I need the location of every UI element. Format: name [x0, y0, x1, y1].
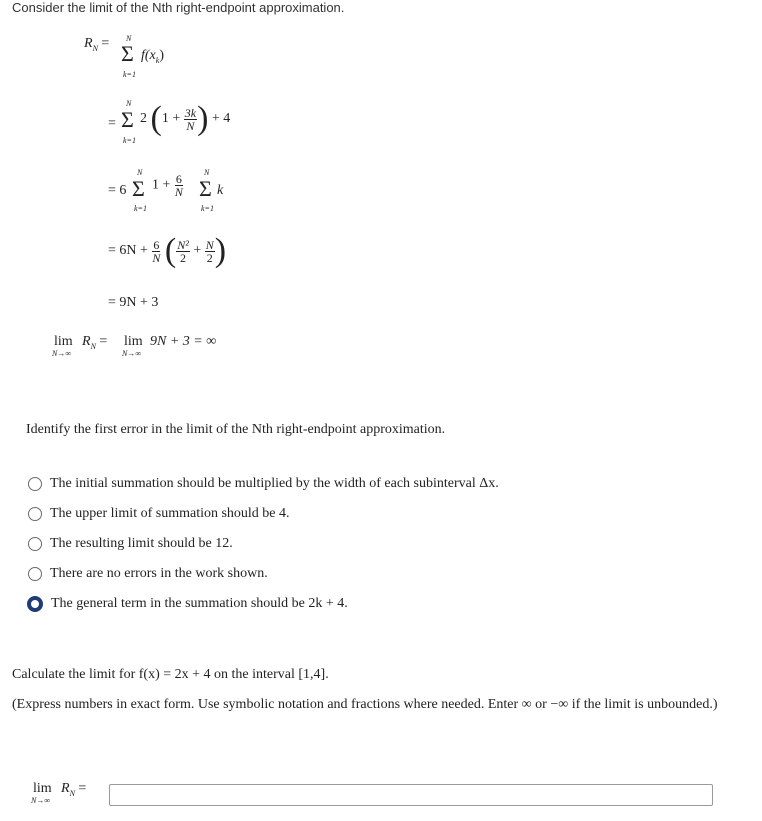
- limit-eq: =: [99, 334, 108, 349]
- answer-eq: =: [78, 781, 87, 796]
- options-list: [27, 469, 499, 619]
- answer-r-symbol: R: [61, 781, 70, 796]
- line4-frac-den: N: [152, 250, 161, 265]
- option-3[interactable]: [27, 559, 499, 589]
- limit-r: [82, 334, 107, 351]
- limit-lim: lim: [54, 334, 73, 349]
- line3-sum2-upper: N: [204, 168, 210, 177]
- limit-r-sub: N: [90, 341, 96, 351]
- line2-summation-sign: Σ: [121, 107, 134, 132]
- line4-b-num: N: [205, 237, 214, 252]
- line2-one: 1 +: [161, 111, 181, 126]
- term-close: ): [159, 48, 164, 63]
- line4-fraction: [151, 239, 161, 264]
- limit-lim2: lim: [124, 334, 143, 349]
- line4-frac-num: 6: [153, 237, 160, 252]
- line4-a-num: N²: [177, 237, 189, 252]
- sum-lower-limit: k=1: [123, 70, 136, 79]
- summation-sign: Σ: [121, 41, 134, 66]
- line2-tail: + 4: [211, 111, 231, 126]
- option-label: The initial summation should be multiplied by the width of each subinterval Δx.: [50, 476, 499, 491]
- r-subscript: N: [92, 43, 98, 53]
- left-paren: (: [150, 100, 162, 137]
- line4-plus: +: [193, 243, 202, 258]
- line4-body: [108, 232, 227, 269]
- line3-frac-den: N: [174, 185, 183, 199]
- line2-equals: =: [108, 116, 116, 131]
- line4-a-den: 2: [180, 250, 187, 265]
- header-prompt: Consider the limit of the Nth right-endpoint approximation.: [12, 0, 345, 15]
- limit-lim-sub: N→∞: [52, 349, 72, 358]
- option-4[interactable]: [27, 589, 499, 619]
- option-label: The upper limit of summation should be 4.: [50, 506, 290, 521]
- limit-rhs: 9N + 3 = ∞: [150, 334, 217, 349]
- radio-button[interactable]: [28, 507, 42, 521]
- calc-instructions: (Express numbers in exact form. Use symbolic notation and fractions where needed. Enter ∞ or −∞ if the limit is unbounded.): [12, 697, 718, 712]
- sum-upper-limit: N: [126, 34, 132, 43]
- radio-button[interactable]: [28, 537, 42, 551]
- r-symbol: R: [84, 36, 93, 51]
- answer-r: [61, 781, 86, 798]
- option-label: The resulting limit should be 12.: [50, 536, 233, 551]
- term-subscript: k: [155, 55, 160, 65]
- line4-frac-a: [176, 239, 190, 264]
- line3-sum1-upper: N: [137, 168, 143, 177]
- line4-b-den: 2: [206, 250, 213, 265]
- line3-sum2-lower: k=1: [201, 204, 214, 213]
- equals-sign: =: [101, 36, 110, 51]
- line2-body: [140, 100, 231, 137]
- limit-r-symbol: R: [82, 334, 91, 349]
- line2-frac-den: N: [186, 118, 195, 133]
- line4-left-paren: (: [164, 232, 177, 269]
- line2-coef: 2: [140, 111, 147, 126]
- right-paren: ): [197, 100, 209, 137]
- line3-body: [152, 173, 184, 198]
- line3-summation-sign-1: Σ: [132, 176, 145, 201]
- option-label: The general term in the summation should be 2k + 4.: [51, 596, 348, 611]
- line4-eq: = 6N +: [108, 243, 148, 258]
- radio-button[interactable]: [28, 567, 42, 581]
- radio-button[interactable]: [28, 477, 42, 491]
- answer-lim: lim: [33, 781, 52, 796]
- line3-k: k: [217, 183, 224, 198]
- derivation-line-1: [84, 36, 109, 53]
- line3-fraction: [174, 173, 184, 198]
- radio-selected[interactable]: [27, 596, 43, 612]
- line2-frac-num: 3k: [184, 105, 197, 120]
- answer-input[interactable]: [109, 784, 713, 806]
- calc-prompt: Calculate the limit for f(x) = 2x + 4 on the interval [1,4].: [12, 667, 329, 682]
- line3-summation-sign-2: Σ: [199, 176, 212, 201]
- answer-r-sub: N: [69, 788, 75, 798]
- option-1[interactable]: [27, 499, 499, 529]
- option-label: There are no errors in the work shown.: [50, 566, 268, 581]
- option-0[interactable]: [27, 469, 499, 499]
- line2-fraction: [184, 107, 197, 132]
- line3-one: 1 +: [152, 177, 171, 193]
- line4-frac-b: [205, 239, 215, 264]
- line3-frac-num: 6: [175, 172, 182, 186]
- general-term: [141, 48, 164, 65]
- limit-lim2-sub: N→∞: [122, 349, 142, 358]
- term-f: f(x: [141, 48, 156, 63]
- line5: = 9N + 3: [108, 295, 159, 310]
- line3-sum1-lower: k=1: [134, 204, 147, 213]
- question-prompt: Identify the first error in the limit of the Nth right-endpoint approximation.: [26, 422, 446, 437]
- line2-sum-upper: N: [126, 99, 132, 108]
- line4-right-paren: ): [214, 232, 227, 269]
- line2-sum-lower: k=1: [123, 136, 136, 145]
- line3-equals: = 6: [108, 183, 127, 198]
- answer-lim-sub: N→∞: [31, 796, 51, 805]
- option-2[interactable]: [27, 529, 499, 559]
